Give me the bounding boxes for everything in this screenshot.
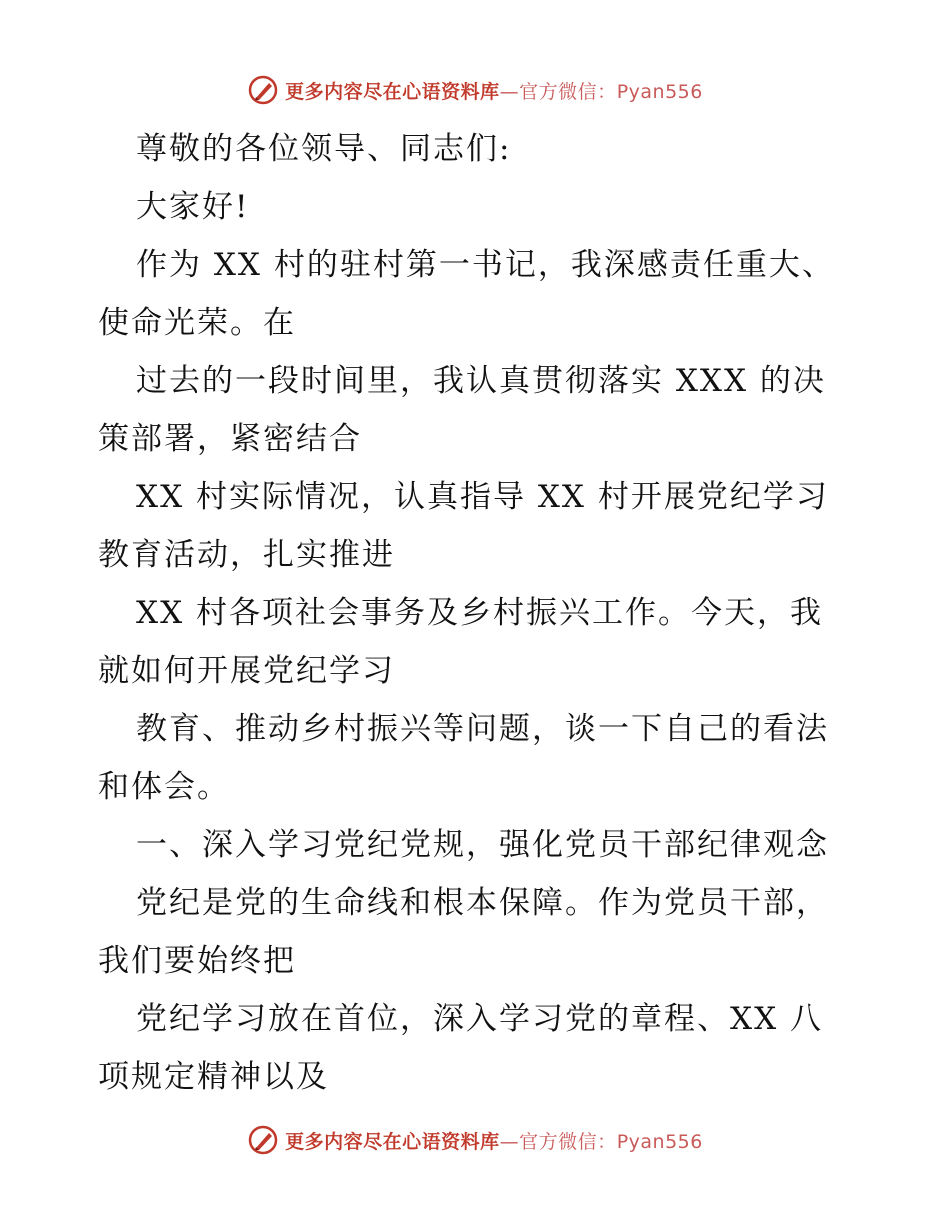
text-line-4: 使命光荣。在 xyxy=(98,305,296,341)
text-line-5: 过去的一段时间里，我认真贯彻落实 XXX 的决 xyxy=(136,363,826,399)
footer-wechat-id: Pyan556 xyxy=(616,1130,703,1153)
text-line-3: 作为 XX 村的驻村第一书记，我深感责任重大、 xyxy=(136,247,835,283)
text-line-14: 党纪是党的生命线和根本保障。作为党员干部， xyxy=(136,885,829,921)
document-body xyxy=(98,120,858,1106)
header-banner xyxy=(0,70,950,110)
text-line-1: 尊敬的各位领导、同志们: xyxy=(136,131,512,167)
header-wechat-label: 官方微信： xyxy=(519,80,617,103)
header-banner-text xyxy=(285,77,703,104)
section-heading-1: 一、深入学习党纪党规，强化党员干部纪律观念 xyxy=(136,827,829,863)
header-brand: 更多内容尽在心语资料库 xyxy=(285,80,500,103)
text-line-8: 教育活动，扎实推进 xyxy=(98,537,395,573)
text-line-17: 项规定精神以及 xyxy=(98,1059,329,1095)
footer-banner-text xyxy=(285,1127,703,1154)
footer-banner xyxy=(0,1120,950,1160)
footer-separator: — xyxy=(499,1130,520,1153)
text-line-16: 党纪学习放在首位，深入学习党的章程、XX 八 xyxy=(136,1001,823,1037)
header-separator: — xyxy=(499,80,520,103)
text-line-6: 策部署，紧密结合 xyxy=(98,421,362,457)
text-line-12: 和体会。 xyxy=(98,769,230,805)
text-line-7: XX 村实际情况，认真指导 XX 村开展党纪学习 xyxy=(136,479,829,515)
quill-pen-logo-icon xyxy=(247,74,279,106)
header-wechat-id: Pyan556 xyxy=(616,80,703,103)
text-line-9: XX 村各项社会事务及乡村振兴工作。今天，我 xyxy=(136,595,823,631)
text-line-2: 大家好! xyxy=(136,189,250,225)
footer-brand: 更多内容尽在心语资料库 xyxy=(285,1130,500,1153)
text-line-15: 我们要始终把 xyxy=(98,943,296,979)
text-line-11: 教育、推动乡村振兴等问题，谈一下自己的看法 xyxy=(136,711,829,747)
footer-wechat-label: 官方微信： xyxy=(519,1130,617,1153)
text-line-10: 就如何开展党纪学习 xyxy=(98,653,395,689)
quill-pen-logo-icon xyxy=(247,1124,279,1156)
